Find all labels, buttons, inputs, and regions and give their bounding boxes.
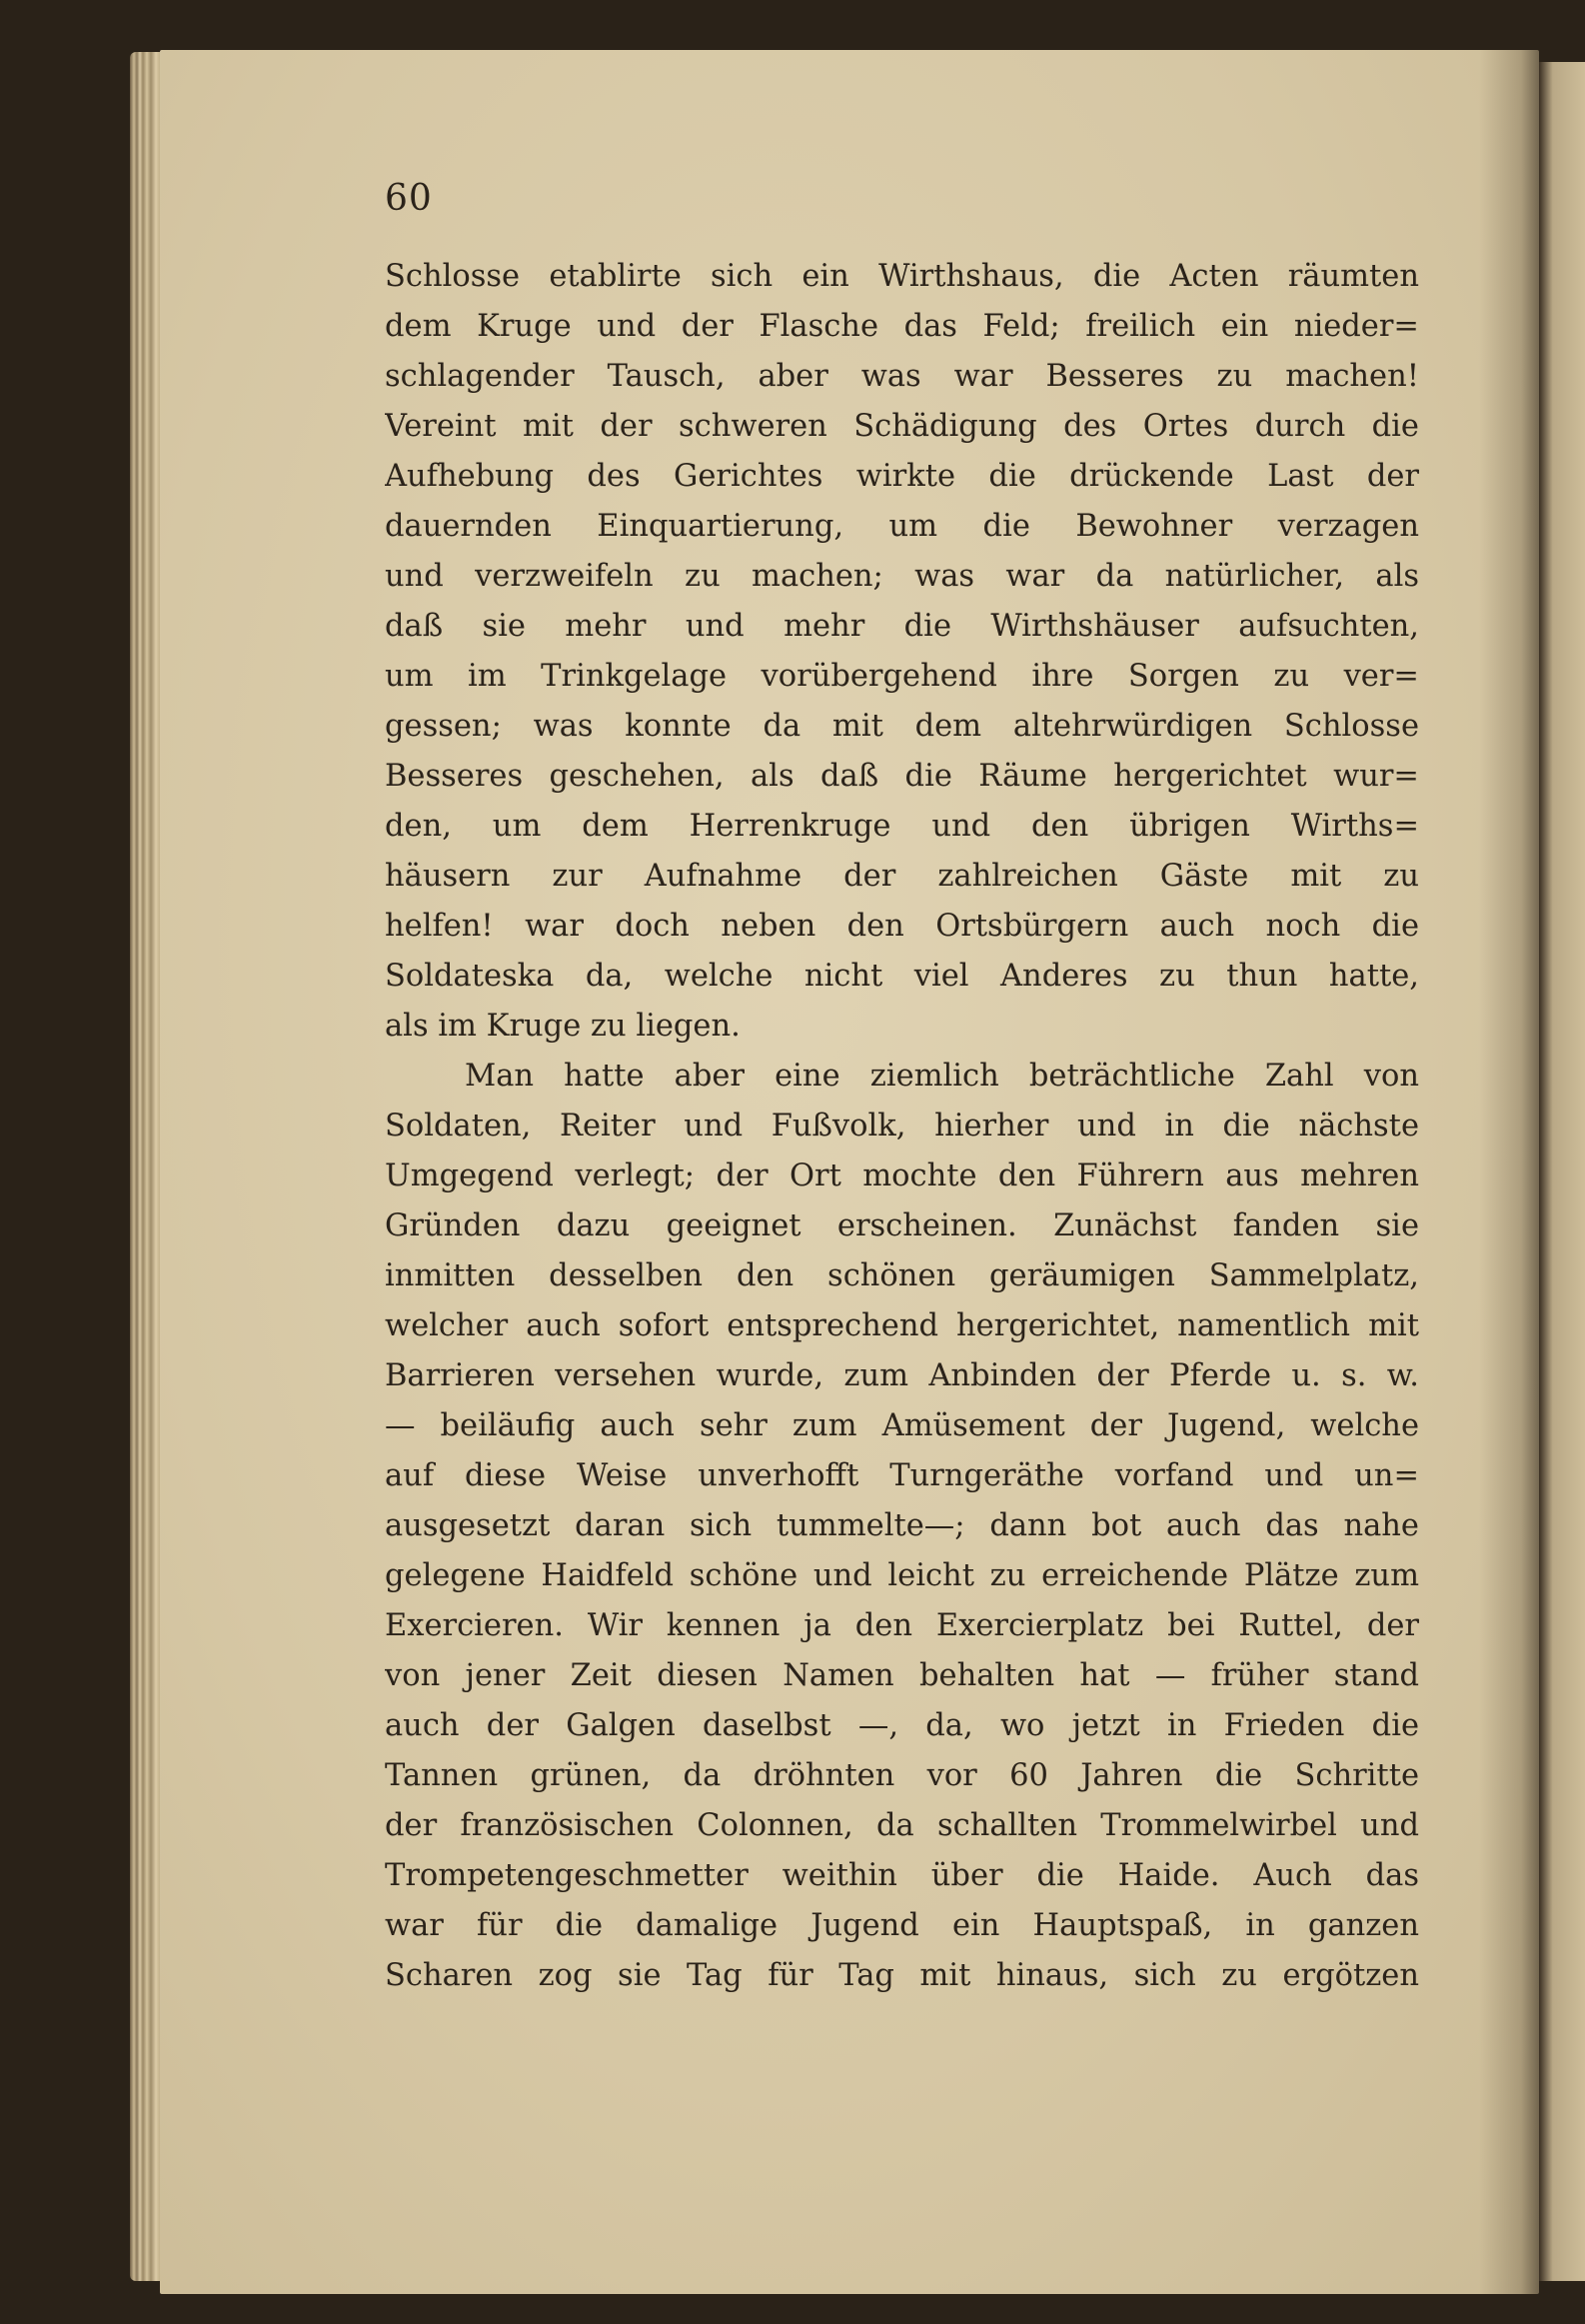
text-line: Gründen dazu geeignet erscheinen. Zunächst fanden sie	[385, 1208, 1419, 1243]
text-line: den, um dem Herrenkruge und den übrigen Wirths=	[385, 809, 1419, 844]
text-line: Barrieren versehen wurde, zum Anbinden der Pferde u. s. w.	[385, 1358, 1419, 1393]
facing-page-edge	[1539, 62, 1585, 2281]
text-line: auf diese Weise unverhofft Turngeräthe vorfand und un=	[385, 1458, 1419, 1493]
text-line: inmitten desselben den schönen geräumigen Sammelplatz,	[385, 1258, 1419, 1293]
text-line: schlagender Tausch, aber was war Besseres zu machen!	[385, 359, 1419, 394]
text-line: dauernden Einquartierung, um die Bewohner verzagen	[385, 509, 1419, 544]
text-line: war für die damalige Jugend ein Hauptspaß, in ganzen	[385, 1908, 1419, 1943]
text-line: auch der Galgen daselbst —, da, wo jetzt in Frieden die	[385, 1708, 1419, 1743]
page-number: 60	[385, 178, 433, 219]
text-line: gelegene Haidfeld schöne und leicht zu erreichende Plätze zum	[385, 1558, 1419, 1593]
gutter-shadow	[1479, 50, 1539, 2294]
text-line: Vereint mit der schweren Schädigung des Ortes durch die	[385, 409, 1419, 444]
text-line: daß sie mehr und mehr die Wirthshäuser aufsuchten,	[385, 609, 1419, 644]
text-line: welcher auch sofort entsprechend hergerichtet, namentlich mit	[385, 1308, 1419, 1343]
text-line: um im Trinkgelage vorübergehend ihre Sorgen zu ver=	[385, 659, 1419, 694]
text-line: helfen! war doch neben den Ortsbürgern auch noch die	[385, 909, 1419, 944]
text-line: Trompetengeschmetter weithin über die Haide. Auch das	[385, 1858, 1419, 1893]
body-text	[385, 252, 1419, 2001]
text-line: und verzweifeln zu machen; was war da natürlicher, als	[385, 559, 1419, 594]
text-line: Scharen zog sie Tag für Tag mit hinaus, sich zu ergötzen	[385, 1958, 1419, 1993]
text-line: Umgegend verlegt; der Ort mochte den Führern aus mehren	[385, 1159, 1419, 1193]
text-line: dem Kruge und der Flasche das Feld; freilich ein nieder=	[385, 309, 1419, 344]
text-line: Schlosse etablirte sich ein Wirthshaus, die Acten räumten	[385, 259, 1419, 294]
text-line: Soldaten, Reiter und Fußvolk, hierher und in die nächste	[385, 1109, 1419, 1144]
text-line: Aufhebung des Gerichtes wirkte die drückende Last der	[385, 459, 1419, 494]
text-line: häusern zur Aufnahme der zahlreichen Gäste mit zu	[385, 859, 1419, 894]
text-line: Soldateska da, welche nicht viel Anderes zu thun hatte,	[385, 959, 1419, 994]
text-line: Besseres geschehen, als daß die Räume hergerichtet wur=	[385, 759, 1419, 794]
text-line: von jener Zeit diesen Namen behalten hat — früher stand	[385, 1658, 1419, 1693]
text-line: Tannen grünen, da dröhnten vor 60 Jahren die Schritte	[385, 1758, 1419, 1793]
text-line: — beiläufig auch sehr zum Amüsement der Jugend, welche	[385, 1408, 1419, 1443]
text-line: Exercieren. Wir kennen ja den Exercierplatz bei Ruttel, der	[385, 1608, 1419, 1643]
text-line: der französischen Colonnen, da schallten Trommelwirbel und	[385, 1808, 1419, 1843]
text-line: Man hatte aber eine ziemlich beträchtliche Zahl von	[465, 1059, 1419, 1094]
text-line: als im Kruge zu liegen.	[385, 1009, 741, 1044]
text-line: ausgesetzt daran sich tummelte—; dann bot auch das nahe	[385, 1508, 1419, 1543]
text-line: gessen; was konnte da mit dem altehrwürdigen Schlosse	[385, 709, 1419, 744]
